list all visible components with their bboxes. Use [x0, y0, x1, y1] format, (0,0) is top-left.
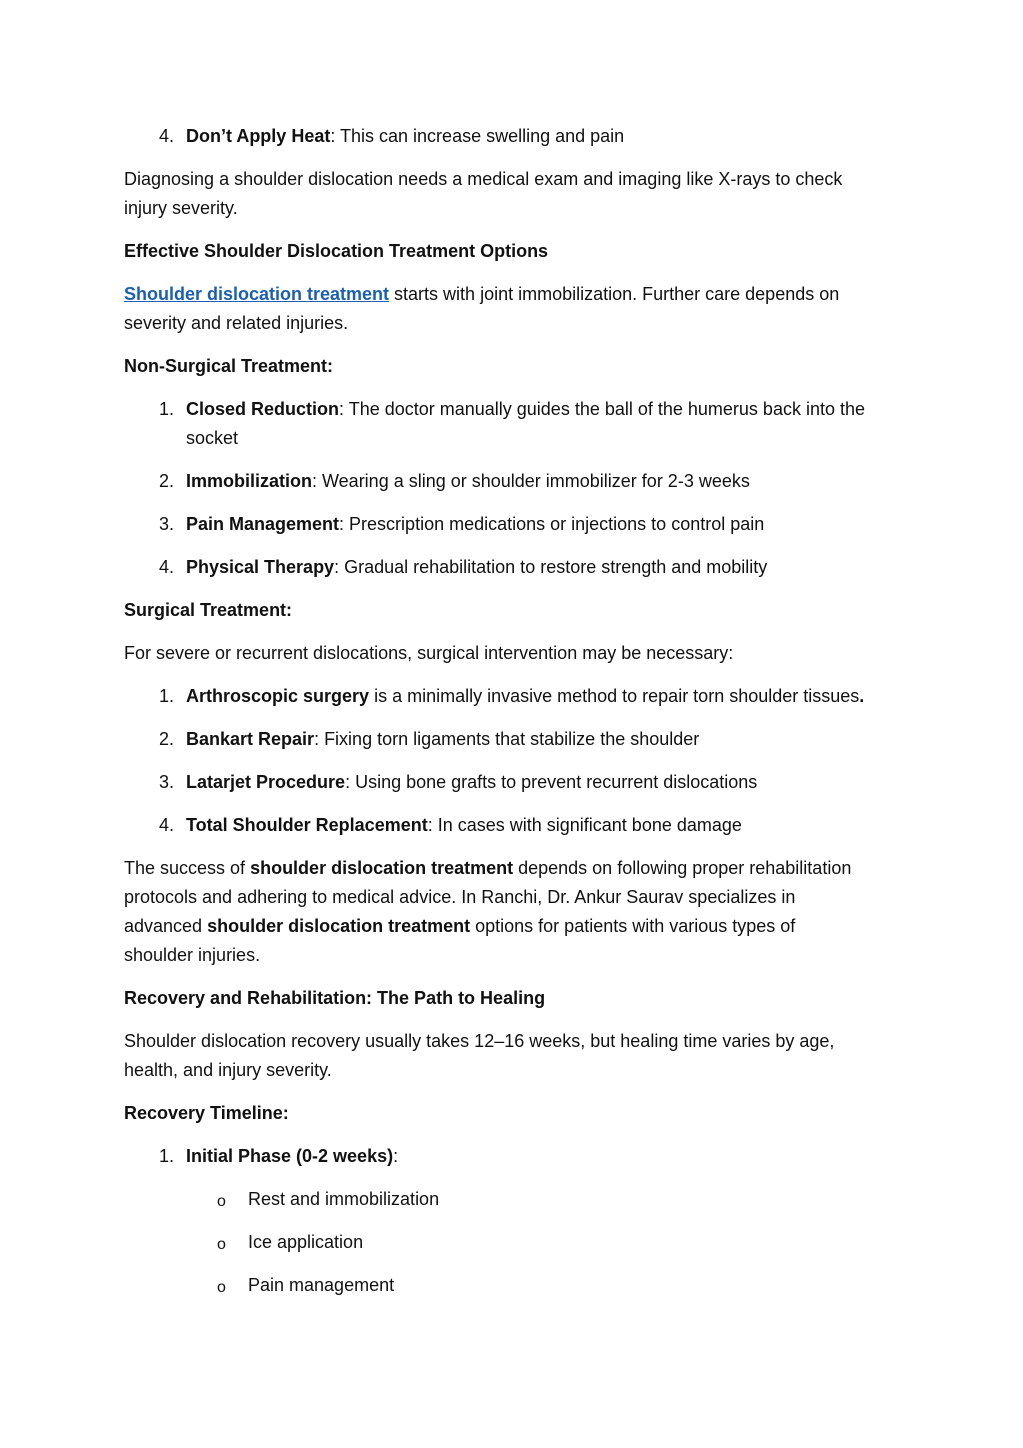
- text-run-bold: shoulder dislocation treatment: [207, 916, 471, 936]
- list-item-text: : Using bone grafts to prevent recurrent dislocations: [345, 772, 758, 792]
- list-item-initial-phase: [186, 1142, 906, 1171]
- list-item-text: : Prescription medications or injections to control pain: [339, 514, 765, 534]
- diagnosis-paragraph-line2: injury severity.: [124, 198, 238, 218]
- list-item-text: : The doctor manually guides the ball of the humerus back into the: [339, 399, 865, 419]
- text-run: The success of: [124, 858, 251, 878]
- heading-recovery-timeline: Recovery Timeline:: [124, 1103, 289, 1123]
- list-number: 4.: [158, 815, 174, 835]
- list-item-shoulder-replacement: [186, 811, 906, 840]
- list-item-text: : Fixing torn ligaments that stabilize the shoulder: [314, 729, 700, 749]
- list-number: 2.: [158, 729, 174, 749]
- list-item-title: Initial Phase (0-2 weeks): [186, 1146, 394, 1166]
- success-paragraph-line1: [124, 854, 904, 883]
- heading-surgical: Surgical Treatment:: [124, 600, 293, 620]
- treatment-link[interactable]: Shoulder dislocation treatment: [124, 284, 390, 304]
- surgical-intro: For severe or recurrent dislocations, surgical intervention may be necessary:: [124, 643, 734, 663]
- list-item-immobilization: [186, 467, 906, 496]
- bullet-icon: o: [217, 1279, 226, 1296]
- list-item-continuation: socket: [186, 428, 239, 448]
- list-item-arthroscopic-surgery: [186, 682, 906, 711]
- list-item-bankart-repair: [186, 725, 906, 754]
- list-item-title: Don’t Apply Heat: [186, 126, 331, 146]
- text-run: options for patients with various types of: [470, 916, 796, 936]
- list-item-end: .: [859, 686, 865, 706]
- diagnosis-paragraph-line1: Diagnosing a shoulder dislocation needs a medical exam and imaging like X-rays to check: [124, 169, 843, 189]
- list-number: 1.: [158, 686, 174, 706]
- recovery-paragraph-line1: Shoulder dislocation recovery usually takes 12–16 weeks, but healing time varies by age,: [124, 1031, 835, 1051]
- list-number: 3.: [158, 772, 174, 792]
- list-number: 3.: [158, 514, 174, 534]
- list-item-text: is a minimally invasive method to repair torn shoulder tissues: [369, 686, 860, 706]
- list-item-title: Pain Management: [186, 514, 340, 534]
- text-run: depends on following proper rehabilitation: [513, 858, 852, 878]
- list-item-text: : Gradual rehabilitation to restore strength and mobility: [334, 557, 768, 577]
- sub-list-item: Pain management: [248, 1275, 395, 1295]
- list-item-pain-management: [186, 510, 906, 539]
- list-item-dont-apply-heat: [186, 122, 906, 151]
- success-paragraph-line4: shoulder injuries.: [124, 945, 261, 965]
- list-item-text: :: [393, 1146, 399, 1166]
- list-item-closed-reduction: [186, 395, 906, 424]
- recovery-paragraph-line2: health, and injury severity.: [124, 1060, 332, 1080]
- list-item-title: Physical Therapy: [186, 557, 335, 577]
- list-number: 2.: [158, 471, 174, 491]
- list-number: 1.: [158, 399, 174, 419]
- list-item-physical-therapy: [186, 553, 906, 582]
- bullet-icon: o: [217, 1236, 226, 1253]
- sub-list-item: Ice application: [248, 1232, 364, 1252]
- success-paragraph-line2: protocols and adhering to medical advice. In Ranchi, Dr. Ankur Saurav specializes in: [124, 887, 796, 907]
- list-item-latarjet: [186, 768, 906, 797]
- list-item-title: Bankart Repair: [186, 729, 315, 749]
- list-item-text: : Wearing a sling or shoulder immobilizer for 2-3 weeks: [312, 471, 750, 491]
- list-item-title: Closed Reduction: [186, 399, 340, 419]
- text-run: advanced: [124, 916, 208, 936]
- sub-list-item: Rest and immobilization: [248, 1189, 440, 1209]
- list-item-title: Immobilization: [186, 471, 312, 491]
- list-item-title: Arthroscopic surgery: [186, 686, 370, 706]
- list-item-title: Total Shoulder Replacement: [186, 815, 428, 835]
- heading-recovery: Recovery and Rehabilitation: The Path to Healing: [124, 988, 546, 1008]
- list-number: 1.: [158, 1146, 174, 1166]
- list-item-title: Latarjet Procedure: [186, 772, 346, 792]
- list-item-text: : This can increase swelling and pain: [330, 126, 625, 146]
- treatment-intro-line1: [124, 280, 904, 309]
- heading-treatment-options: Effective Shoulder Dislocation Treatment Options: [124, 241, 549, 261]
- treatment-intro-line2: severity and related injuries.: [124, 313, 349, 333]
- bullet-icon: o: [217, 1193, 226, 1210]
- list-number: 4.: [158, 126, 174, 146]
- list-number: 4.: [158, 557, 174, 577]
- list-item-text: : In cases with significant bone damage: [427, 815, 742, 835]
- text-run-bold: shoulder dislocation treatment: [250, 858, 514, 878]
- success-paragraph-line3: [124, 912, 904, 941]
- heading-non-surgical: Non-Surgical Treatment:: [124, 356, 334, 376]
- treatment-intro-text: starts with joint immobilization. Further care depends on: [389, 284, 840, 304]
